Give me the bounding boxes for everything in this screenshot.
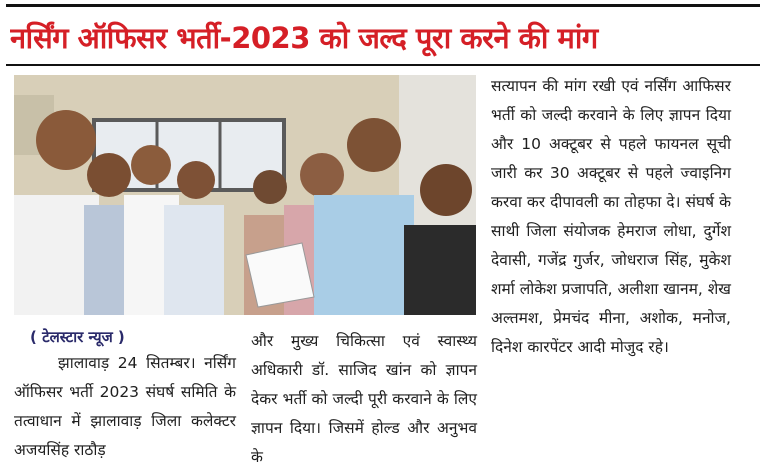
photo-illustration — [14, 75, 476, 315]
article-column-right: सत्यापन की मांग रखी एवं नर्सिंग आफिसर भर्ती को जल्दी करवाने के लिए ज्ञापन दिया और 10 अक्टूबर से पहले फायनल सूची जारी कर 30 अक्टूबर से पहले ज्वाइनिग करवा कर दीपावली का तोहफा दे। संघर्ष के साथी जिला संयोजक हेमराज लोधा, दुर्गेश देवासी, गजेंद्र गुर्जर, जोधराज सिंह, मुकेश शर्मा लोकेश प्रजापति, अलीशा खानम, शेख अल्तमश, प्रेमचंद मीना, अशोक, मनोज, दिनेश कारपेंटर आदी मोजुद रहे। — [491, 77, 731, 356]
headline: नर्सिंग ऑफिसर भर्ती-2023 को जल्द पूरा करने की मांग — [10, 21, 598, 55]
article-column-middle: और मुख्य चिकित्सा एवं स्वास्थ्य अधिकारी डॉ. साजिद खांन को ज्ञापन देकर भर्ती को जल्दी पूरी करवाने के लिए ज्ञापन दिया। जिसमें होल्ड और अनुभव के — [251, 332, 477, 466]
top-rule — [6, 4, 760, 7]
news-photo — [14, 75, 476, 315]
headline-rule — [6, 64, 760, 66]
column-left-text: झालावाड़ 24 सितम्बर। नर्सिंग ऑफिसर भर्ती 2023 संघर्ष समिति के तत्वाधान में झालावाड़ जिला कलेक्टर अजयसिंह राठौड़ — [14, 354, 236, 459]
news-credit: ( टेलस्टार न्यूज ) — [30, 328, 125, 346]
article-column-left — [14, 349, 236, 465]
